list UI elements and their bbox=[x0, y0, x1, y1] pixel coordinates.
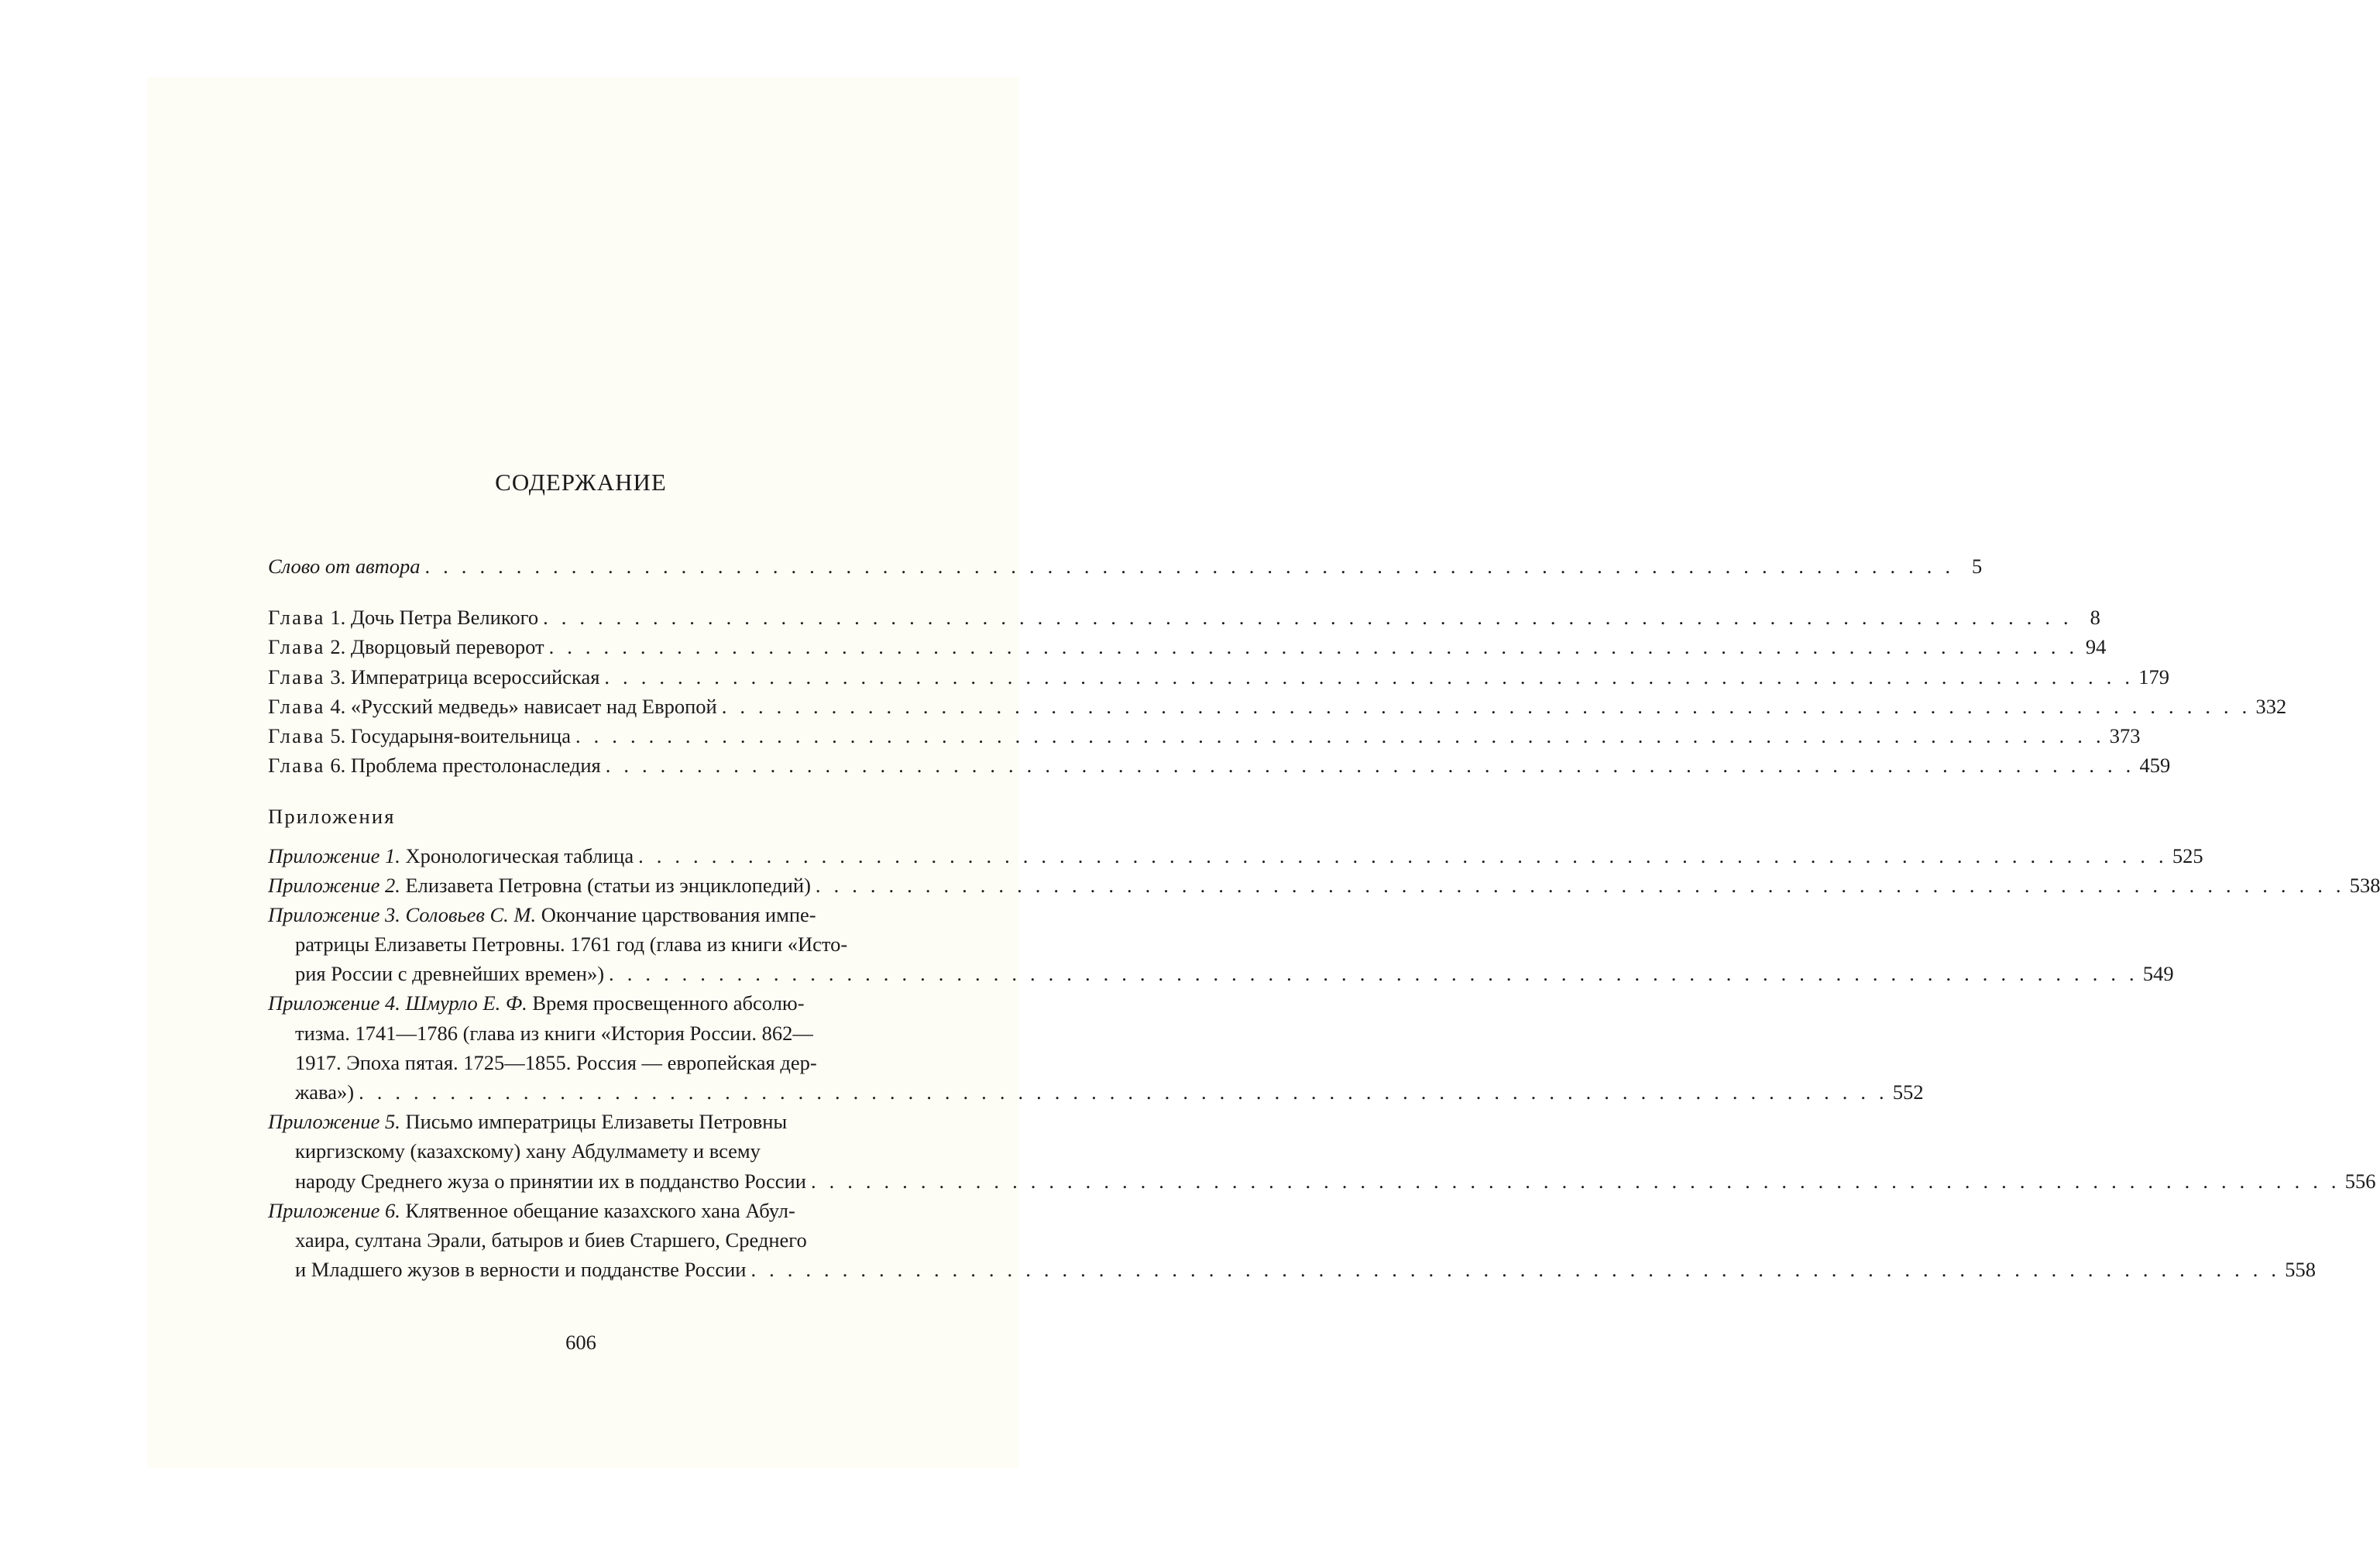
toc-entry-last-line: народу Среднего жуза о принятии их в подданство России . . . . . . . . . . . . . . . . . . . . . . . . . . . . . . . . . . . . . . . . . . . . . . . . . . . . . . . . . . . . . . . . . . . . . . . . . . . . . . . . . . . . 556 bbox=[268, 1166, 922, 1196]
toc-entry-label: Глава 2. Дворцовый переворот bbox=[268, 635, 544, 659]
toc-entry-line: Приложение 5. Письмо императрицы Елизаветы Петровны bbox=[268, 1110, 788, 1134]
toc-entry-chapter[interactable] bbox=[268, 721, 2141, 750]
toc-entry-line: киргизскому (казахскому) хану Абдулмамету и всему bbox=[295, 1139, 761, 1163]
toc-entry-chapter[interactable] bbox=[268, 692, 2287, 721]
toc-entry-label: Приложение 1. Хронологическая таблица bbox=[268, 843, 634, 867]
toc-entry-chapter[interactable] bbox=[268, 632, 2107, 661]
toc-entry-page: 552 bbox=[1892, 1080, 1924, 1104]
toc-entry-page: 459 bbox=[2139, 754, 2171, 778]
toc-entry-page: 525 bbox=[2172, 843, 2203, 867]
toc-entry-page: 538 bbox=[2349, 873, 2380, 897]
toc-entry-appendix[interactable] bbox=[268, 1196, 2316, 1285]
toc-entry-label: Глава 3. Императрица всероссийская bbox=[268, 665, 600, 689]
leader-dots: . . . . . . . . . . . . . . . . . . . . . . . . . . . . . . . . . . . . . . . . . . . . . . . . . . . . . . . . . . . . . . . . . . . . . . . . . . . . . . . . . . . . bbox=[604, 665, 2134, 689]
toc-entry-page: 8 bbox=[2090, 606, 2100, 630]
toc-entry-page: 5 bbox=[1972, 555, 1983, 578]
toc-entry-line: Приложение 4. Шмурло Е. Ф. Время просвещенного абсолю- bbox=[268, 991, 805, 1015]
toc-entry-appendix[interactable] bbox=[268, 988, 1924, 1107]
toc-entry-page: 558 bbox=[2285, 1258, 2316, 1282]
leader-dots: . . . . . . . . . . . . . . . . . . . . . . . . . . . . . . . . . . . . . . . . . . . . . . . . . . . . . . . . . . . . . . . . . . . . . . . . . . . . . . . . . . . . bbox=[424, 555, 1955, 578]
toc-entry-last-line: и Младшего жузов в верности и подданстве России . . . . . . . . . . . . . . . . . . . . . . . . . . . . . . . . . . . . . . . . . . . . . . . . . . . . . . . . . . . . . . . . . . . . . . . . . . . . . . . . . . . . 558 bbox=[268, 1255, 922, 1284]
toc-entry-page: 556 bbox=[2344, 1169, 2376, 1193]
toc-entry-page: 373 bbox=[2109, 723, 2141, 747]
toc-entry-appendix[interactable] bbox=[268, 1107, 2376, 1196]
toc-entry-appendix[interactable] bbox=[268, 871, 2380, 900]
toc-entry-line: Приложение 3. Соловьев С. М. Окончание царствования импе- bbox=[268, 902, 816, 926]
leader-dots: . . . . . . . . . . . . . . . . . . . . . . . . . . . . . . . . . . . . . . . . . . . . . . . . . . . . . . . . . . . . . . . . . . . . . . . . . . . . . . . . . . . . bbox=[548, 635, 2079, 659]
leader-dots: . . . . . . . . . . . . . . . . . . . . . . . . . . . . . . . . . . . . . . . . . . . . . . . . . . . . . . . . . . . . . . . . . . . . . . . . . . . . . . . . . . . . bbox=[638, 843, 2168, 867]
toc-entry-line: 1917. Эпоха пятая. 1725—1855. Россия — европейская дер- bbox=[295, 1050, 817, 1074]
toc-entry-label: Глава 5. Государыня-воительница bbox=[268, 723, 571, 747]
toc-entry-line: хаира, султана Эрали, батыров и биев Старшего, Среднего bbox=[295, 1228, 807, 1252]
toc-entry-last-line: рия России с древнейших времен») . . . . . . . . . . . . . . . . . . . . . . . . . . . . . . . . . . . . . . . . . . . . . . . . . . . . . . . . . . . . . . . . . . . . . . . . . . . . . . . . . . . . 549 bbox=[268, 959, 922, 988]
toc-entry-line: ратрицы Елизаветы Петровны. 1761 год (глава из книги «Исто- bbox=[295, 932, 848, 957]
toc-entry-line: тизма. 1741—1786 (глава из книги «История России. 862— bbox=[295, 1021, 813, 1045]
leader-dots: . . . . . . . . . . . . . . . . . . . . . . . . . . . . . . . . . . . . . . . . . . . . . . . . . . . . . . . . . . . . . . . . . . . . . . . . . . . . . . . . . . . . bbox=[543, 606, 2073, 630]
toc-entry-label: Глава 1. Дочь Петра Великого bbox=[268, 606, 539, 630]
toc-entry-chapter[interactable] bbox=[268, 750, 2171, 780]
toc-entry-last-line: жава») . . . . . . . . . . . . . . . . . . . . . . . . . . . . . . . . . . . . . . . . . . . . . . . . . . . . . . . . . . . . . . . . . . . . . . . . . . . . . . . . . . . . 552 bbox=[268, 1077, 922, 1107]
appendices-heading: Приложения bbox=[268, 805, 396, 829]
toc-entry-page: 94 bbox=[2085, 635, 2107, 659]
leader-dots: . . . . . . . . . . . . . . . . . . . . . . . . . . . . . . . . . . . . . . . . . . . . . . . . . . . . . . . . . . . . . . . . . . . . . . . . . . . . . . . . . . . . bbox=[815, 873, 2345, 897]
toc-entry-appendix[interactable] bbox=[268, 841, 2203, 871]
table-of-contents bbox=[268, 551, 2380, 1284]
toc-entry-page: 179 bbox=[2138, 665, 2169, 689]
leader-dots: . . . . . . . . . . . . . . . . . . . . . . . . . . . . . . . . . . . . . . . . . . . . . . . . . . . . . . . . . . . . . . . . . . . . . . . . . . . . . . . . . . . . bbox=[810, 1169, 2341, 1193]
toc-entry-line: Приложение 6. Клятвенное обещание казахского хана Абул- bbox=[268, 1198, 795, 1222]
toc-entry-appendix[interactable] bbox=[268, 900, 2174, 989]
toc-entry-page: 332 bbox=[2255, 694, 2287, 718]
toc-entry-label: Слово от автора bbox=[268, 555, 421, 578]
leader-dots: . . . . . . . . . . . . . . . . . . . . . . . . . . . . . . . . . . . . . . . . . . . . . . . . . . . . . . . . . . . . . . . . . . . . . . . . . . . . . . . . . . . . bbox=[721, 694, 2251, 718]
toc-entry-chapter[interactable] bbox=[268, 662, 2169, 692]
leader-dots: . . . . . . . . . . . . . . . . . . . . . . . . . . . . . . . . . . . . . . . . . . . . . . . . . . . . . . . . . . . . . . . . . . . . . . . . . . . . . . . . . . . . bbox=[750, 1258, 2281, 1282]
leader-dots: . . . . . . . . . . . . . . . . . . . . . . . . . . . . . . . . . . . . . . . . . . . . . . . . . . . . . . . . . . . . . . . . . . . . . . . . . . . . . . . . . . . . bbox=[609, 962, 2138, 986]
toc-entry-chapter[interactable] bbox=[268, 603, 2100, 632]
toc-entry-label: Глава 6. Проблема престолонаследия bbox=[268, 754, 601, 778]
page-number: 606 bbox=[565, 1331, 596, 1354]
leader-dots: . . . . . . . . . . . . . . . . . . . . . . . . . . . . . . . . . . . . . . . . . . . . . . . . . . . . . . . . . . . . . . . . . . . . . . . . . . . . . . . . . . . . bbox=[575, 723, 2105, 747]
toc-entry-label: Глава 4. «Русский медведь» нависает над Европой bbox=[268, 694, 717, 718]
toc-entry-page: 549 bbox=[2142, 962, 2174, 986]
page-title: СОДЕРЖАНИЕ bbox=[495, 469, 667, 496]
toc-entry-preface[interactable] bbox=[268, 551, 1983, 581]
toc-entry-label: Приложение 2. Елизавета Петровна (статьи из энциклопедий) bbox=[268, 873, 811, 897]
leader-dots: . . . . . . . . . . . . . . . . . . . . . . . . . . . . . . . . . . . . . . . . . . . . . . . . . . . . . . . . . . . . . . . . . . . . . . . . . . . . . . . . . . . . bbox=[359, 1080, 1888, 1104]
leader-dots: . . . . . . . . . . . . . . . . . . . . . . . . . . . . . . . . . . . . . . . . . . . . . . . . . . . . . . . . . . . . . . . . . . . . . . . . . . . . . . . . . . . . bbox=[605, 754, 2135, 778]
